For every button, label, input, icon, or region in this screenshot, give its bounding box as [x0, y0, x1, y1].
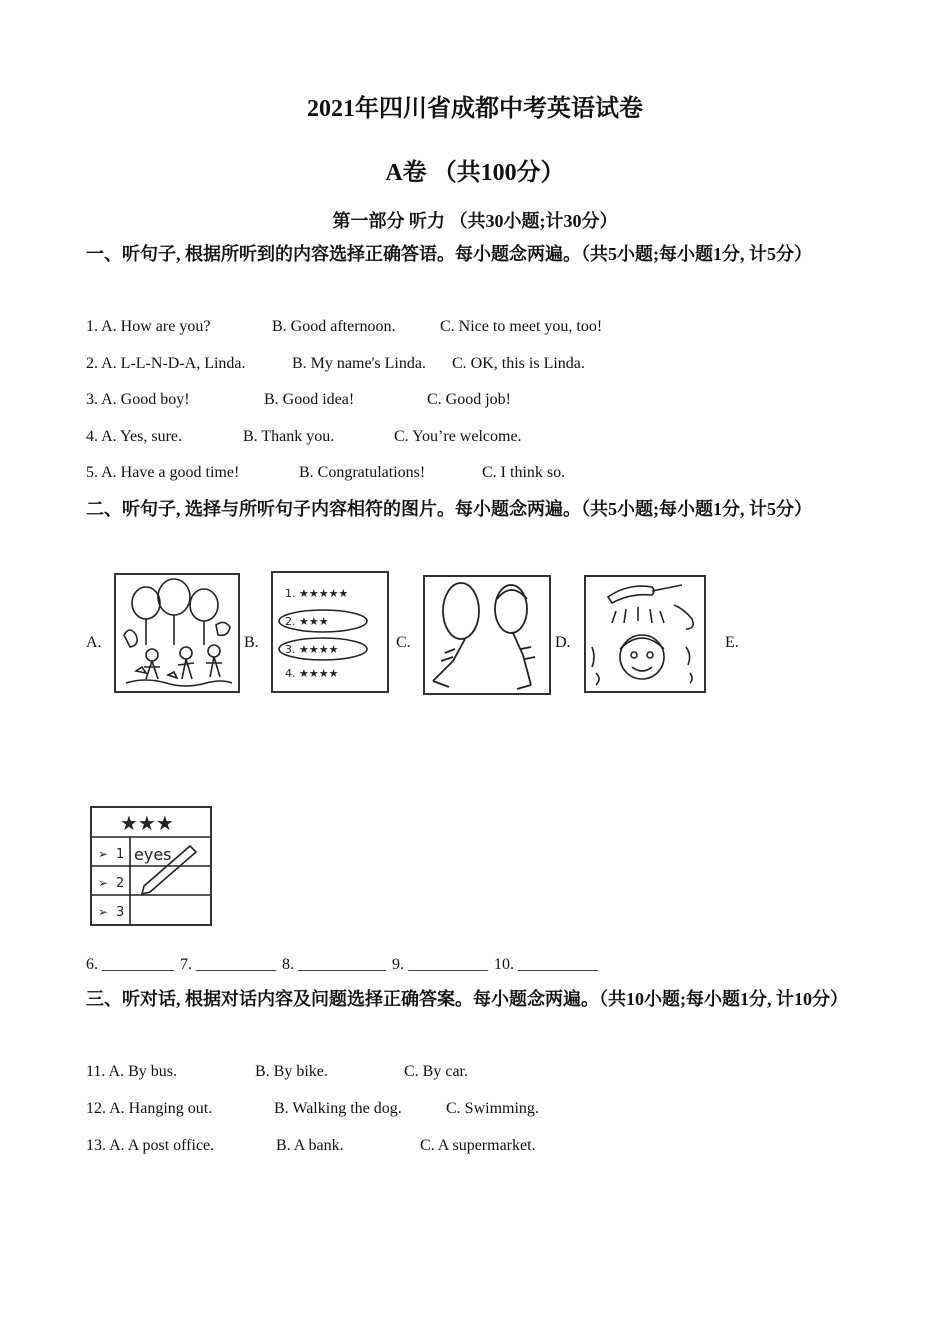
star-line-2: 2. ★★★: [285, 615, 329, 628]
option-a: 5. A. Have a good time!: [86, 464, 240, 481]
arrow-2: ➢: [98, 876, 109, 890]
option-c: C. You’re welcome.: [394, 428, 522, 445]
option-b: B. By bike.: [255, 1063, 328, 1080]
picture-label-e: E.: [725, 634, 739, 651]
table-word: eyes: [134, 845, 172, 864]
answer-7[interactable]: 7. __________: [180, 956, 276, 973]
option-c: C. Good job!: [427, 391, 511, 408]
option-c: C. Nice to meet you, too!: [440, 318, 603, 335]
option-b: B. A bank.: [276, 1137, 344, 1154]
star-line-1: 1. ★★★★★: [285, 587, 349, 600]
option-a: 11. A. By bus.: [86, 1063, 177, 1080]
option-c: C. OK, this is Linda.: [452, 355, 585, 372]
arrow-3: ➢: [98, 905, 109, 919]
table-row-2: 2: [116, 876, 125, 891]
volume-title: A卷 （共100分）: [385, 160, 565, 186]
table-header-stars: ★★★: [120, 811, 174, 835]
section-2-heading: 二、听句子, 选择与所听句子内容相符的图片。每小题念两遍。（共5小题;每小题1分, 计5分）: [86, 499, 812, 519]
option-c: C. By car.: [404, 1063, 468, 1080]
picture-label-a: A.: [86, 634, 102, 651]
arrow-1: ➢: [98, 847, 109, 861]
picture-c-two-people: [423, 575, 551, 695]
word-table-drawing: [92, 808, 210, 924]
picture-d-shower: [584, 575, 706, 693]
option-a: 12. A. Hanging out.: [86, 1100, 213, 1117]
picture-label-b: B.: [244, 634, 259, 651]
exam-title: 2021年四川省成都中考英语试卷: [307, 96, 643, 122]
option-b: B. Thank you.: [243, 428, 335, 445]
two-people-drawing: [425, 577, 549, 693]
park-drawing: [116, 575, 238, 691]
option-b: B. Good afternoon.: [272, 318, 396, 335]
option-b: B. Congratulations!: [299, 464, 426, 481]
option-b: B. My name's Linda.: [292, 355, 426, 372]
table-row-3: 3: [116, 905, 125, 920]
option-b: B. Walking the dog.: [274, 1100, 402, 1117]
star-line-3: 3. ★★★★: [285, 643, 339, 656]
section-3-heading: 三、听对话, 根据对话内容及问题选择正确答案。每小题念两遍。（共10小题;每小题1分, 计10分）: [86, 989, 848, 1009]
option-a: 4. A. Yes, sure.: [86, 428, 183, 445]
picture-a-park-scene: [114, 573, 240, 693]
answer-blanks: [86, 956, 600, 974]
star-list-drawing: [273, 573, 387, 691]
answer-10[interactable]: 10. __________: [494, 956, 598, 973]
picture-e-word-table: [90, 806, 212, 926]
picture-b-star-list: [271, 571, 389, 693]
answer-8[interactable]: 8. ___________: [282, 956, 386, 973]
option-c: C. I think so.: [482, 464, 566, 481]
answer-9[interactable]: 9. __________: [392, 956, 488, 973]
section-1-heading: 一、听句子, 根据所听到的内容选择正确答语。每小题念两遍。（共5小题;每小题1分, 计5分）: [86, 244, 812, 264]
answer-6[interactable]: 6. _________: [86, 956, 174, 973]
table-row-1: 1: [116, 847, 125, 862]
shower-drawing: [586, 577, 704, 691]
option-a: 2. A. L-L-N-D-A, Linda.: [86, 355, 246, 372]
part-title: 第一部分 听力 （共30小题;计30分）: [332, 211, 618, 231]
option-a: 3. A. Good boy!: [86, 391, 190, 408]
option-c: C. A supermarket.: [420, 1137, 536, 1154]
option-a: 1. A. How are you?: [86, 318, 211, 335]
option-c: C. Swimming.: [446, 1100, 539, 1117]
option-a: 13. A. A post office.: [86, 1137, 215, 1154]
star-line-4: 4. ★★★★: [285, 667, 339, 680]
option-b: B. Good idea!: [264, 391, 355, 408]
picture-label-c: C.: [396, 634, 411, 651]
picture-label-d: D.: [555, 634, 571, 651]
